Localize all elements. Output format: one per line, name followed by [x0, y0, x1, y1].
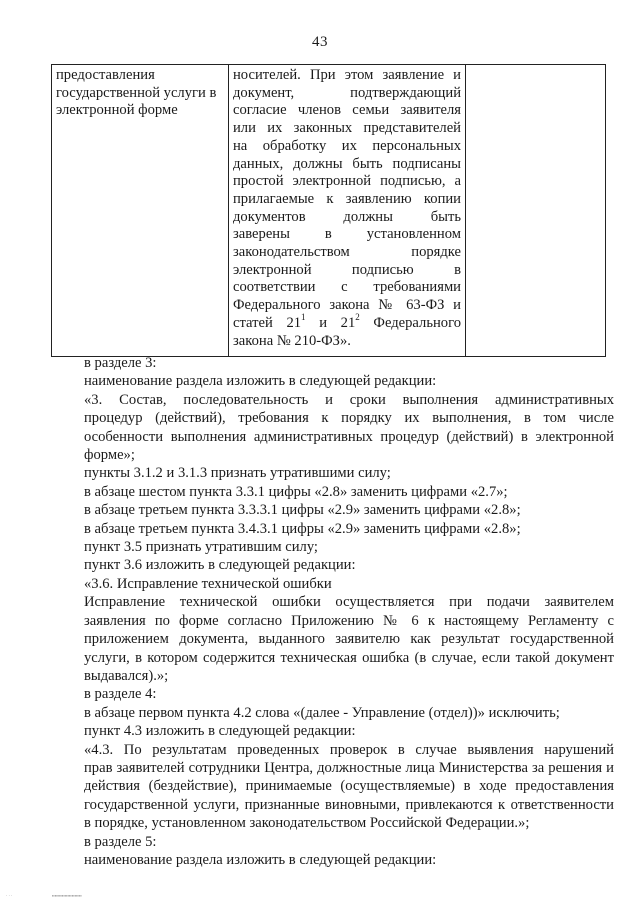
paragraph: пункты 3.1.2 и 3.1.3 признать утратившими силу; — [84, 465, 391, 482]
paragraph-line: приложением документа, выданного заявителю как результат государственной — [84, 631, 614, 648]
table-text-line: государственной услуги в — [56, 84, 217, 101]
paragraph-line: прав заявителей сотрудники Центра, должностные лица Министерства за решения и — [84, 759, 614, 776]
paragraph: «3.6. Исправление технической ошибки — [84, 575, 332, 592]
page-number: 43 — [312, 34, 328, 50]
paragraph-line: в порядке, установленном законодательством Российской Федерации.»; — [84, 815, 530, 832]
continuation-table — [51, 64, 606, 357]
table-text-line: прилагаемые к заявлению копии — [233, 190, 461, 207]
table-text-line: данных, должны быть подписаны — [233, 155, 461, 172]
table-text-line: электронной форме — [56, 102, 178, 119]
table-text-line: Федерального закона № 63-ФЗ и — [233, 297, 461, 314]
scan-footer-code: ▪▪▪▪▪▪▪▪▪▪▪▪▪▪▪▪▪▪▪▪▪ — [52, 893, 82, 898]
scan-footer-mark: · · · — [6, 893, 13, 898]
paragraph: в абзаце первом пункта 4.2 слова «(далее - Управление (отдел))» исключить; — [84, 704, 560, 721]
table-text-line: законодательством порядке — [233, 244, 461, 261]
table-text-line: электронной подписью в — [233, 261, 461, 278]
table-cell-col2 — [229, 65, 466, 357]
table-text-line: или их законных представителей — [233, 120, 461, 137]
document-body — [84, 354, 614, 869]
paragraph: пункт 3.6 изложить в следующей редакции: — [84, 557, 356, 574]
table-text-line: согласие членов семьи заявителя — [233, 102, 461, 119]
paragraph-line: особенности выполнения административных процедур (действий) в электронной — [84, 428, 614, 445]
table-text-line: простой электронной подписью, а — [233, 173, 461, 190]
table-cell-col3 — [466, 65, 606, 357]
paragraph: в абзаце третьем пункта 3.3.3.1 цифры «2.9» заменить цифрами «2.8»; — [84, 502, 521, 519]
table-text-line: на обработку их персональных — [233, 137, 461, 154]
paragraph-line: процедур (действий), требования к порядку их выполнения, в том числе — [84, 410, 614, 427]
paragraph: в абзаце третьем пункта 3.4.3.1 цифры «2.9» заменить цифрами «2.8»; — [84, 520, 521, 537]
table-text-line: носителей. При этом заявление и — [233, 67, 461, 83]
paragraph-line: услуги, в котором содержится техническая ошибка (в случае, если такой документ — [84, 649, 614, 666]
table-cell-col1 — [52, 65, 229, 357]
table-row — [52, 65, 606, 357]
paragraph-line: действия (бездействие), принимаемые (осуществляемые) в ходе предоставления — [84, 778, 614, 795]
table-text-line: документ, подтверждающий — [233, 84, 461, 101]
table-text-line: заверены в установленном — [233, 226, 461, 243]
table-text-line-articles: статей $21^1$ и $21^2$ Федерального — [233, 311, 462, 331]
table-text-line: документов должны быть — [233, 208, 461, 225]
paragraph-line: форме»; — [84, 447, 135, 464]
paragraph: в разделе 5: — [84, 833, 157, 850]
paragraph: наименование раздела изложить в следующей редакции: — [84, 373, 437, 390]
table-text-line: закона № 210-ФЗ». — [233, 332, 351, 349]
paragraph: в разделе 4: — [84, 686, 157, 703]
paragraph: наименование раздела изложить в следующей редакции: — [84, 851, 437, 868]
paragraph-line: государственной услуги, признанные виновными, привлекаются к ответственности — [84, 796, 614, 813]
paragraph-line: заявления по форме согласно Приложению № 6 к настоящему Регламенту с — [84, 612, 614, 629]
paragraph: пункт 3.5 признать утратившим силу; — [84, 539, 318, 556]
paragraph: «4.3. По результатам проведенных проверок в случае выявления нарушений — [84, 741, 614, 758]
paragraph-line: выдавался).»; — [84, 667, 169, 684]
paragraph: «3. Состав, последовательность и сроки выполнения административных — [84, 391, 614, 408]
paragraph: в абзаце шестом пункта 3.3.1 цифры «2.8» заменить цифрами «2.7»; — [84, 483, 508, 500]
paragraph: Исправление технической ошибки осуществляется при подачи заявителем — [84, 594, 614, 611]
paragraph: в разделе 3: — [84, 355, 157, 371]
table-text-line: предоставления — [56, 67, 155, 83]
paragraph: пункт 4.3 изложить в следующей редакции: — [84, 723, 356, 740]
table-text-line: соответствии с требованиями — [233, 279, 461, 296]
